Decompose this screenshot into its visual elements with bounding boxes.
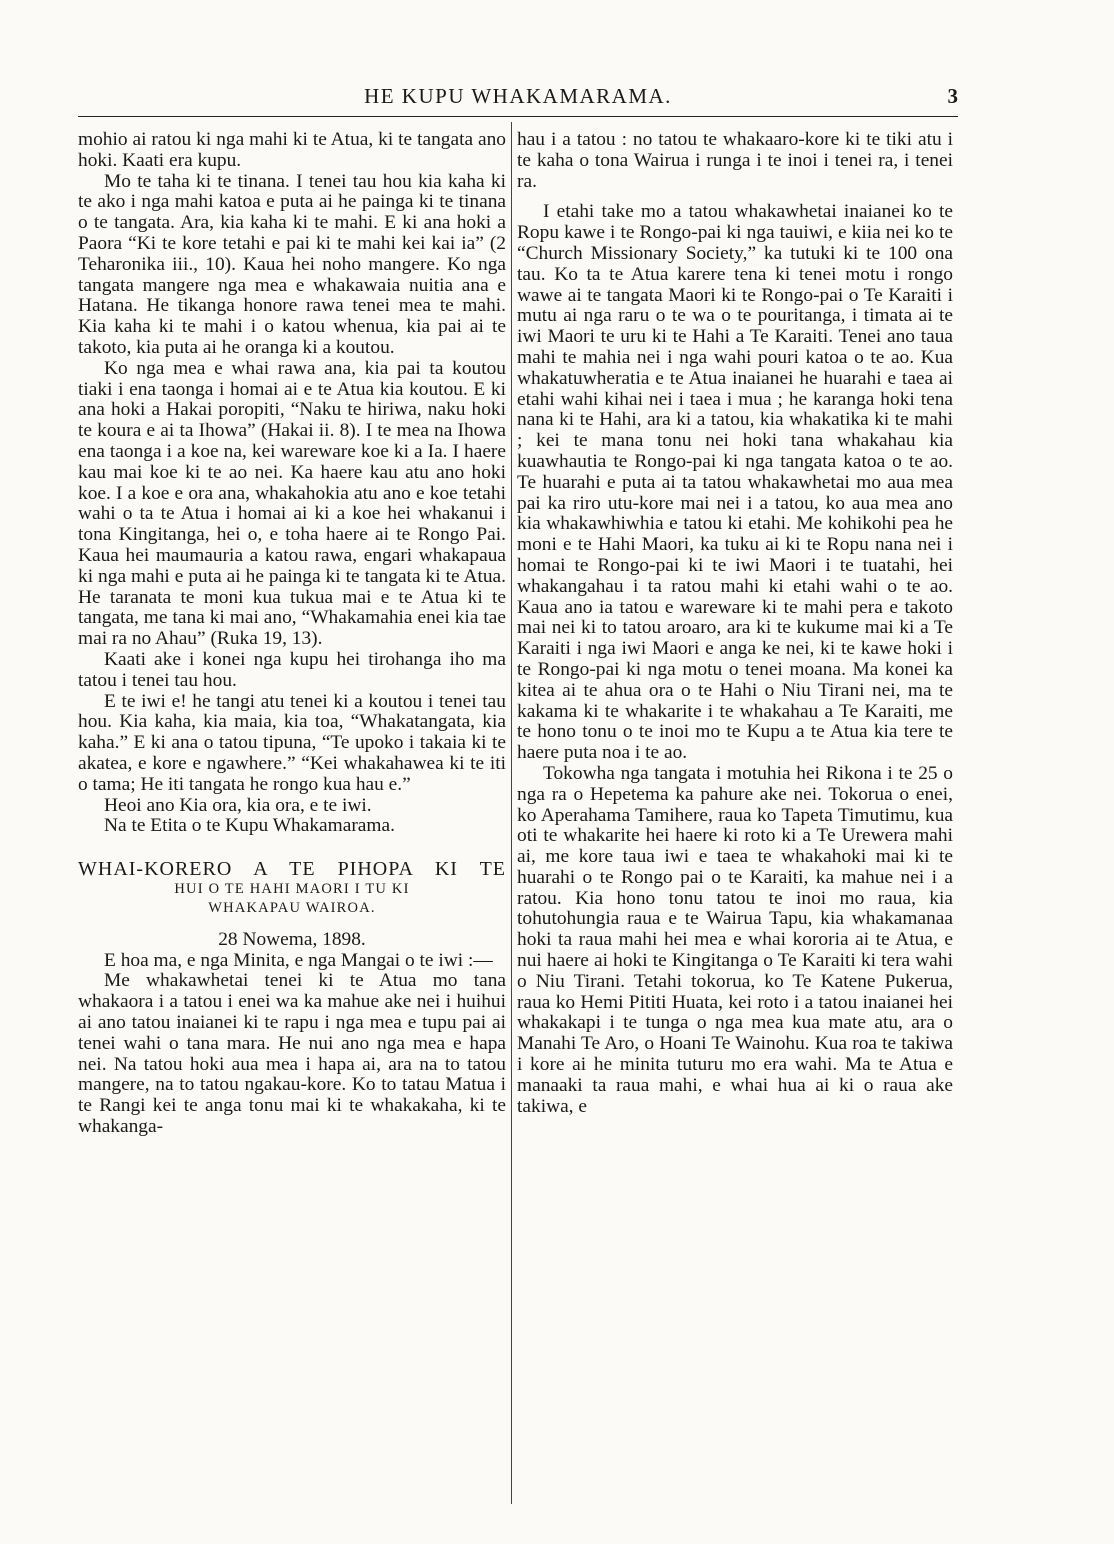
paragraph: Ko nga mea e whai rawa ana, kia pai ta koutou tiaki i ena taonga i homai ai e te Atua kia koutou. E ki ana hoki a Hakai poropiti, “Naku te hiriwa, naku hoki te koura e ai ta Ihowa” (Hakai ii. 8). I te mea na Ihowa ena taonga i a koe na, kei wareware koe ki a Ia. I haere kau mai koe ki te ao nei. Ka haere kau atu ano hoki koe. I a koe e ora ana, whakahokia atu ano e koe tetahi wahi o ta te Atua i homai ai ki a koe hei whakanui i tona Kingitanga, hei o, e toha haere ai te Rongo Pai. Kaua hei maumauria a katou rawa, engari whakapaua ki nga mahi e puta ai he painga ki te tangata ki te Atua. He taranata te moni kua tukua mai e te Atua ki te tangata, me tana ki mai ano, “Whakamahia enei kia tae mai ra no Ahau” (Ruka 19, 13). [78, 357, 506, 650]
editor-signature: Na te Etita o te Kupu Whakamarama. [104, 815, 395, 837]
right-column [517, 130, 953, 1117]
column-divider [511, 122, 512, 1504]
section-heading [78, 859, 506, 918]
left-column [78, 130, 506, 1138]
salutation: E hoa ma, e nga Minita, e nga Mangai o te iwi :— [104, 949, 493, 971]
section-subtitle: WHAKAPAU WAIROA. [208, 899, 376, 916]
running-title: HE KUPU WHAKAMARAMA. [364, 84, 672, 108]
paragraph: E te iwi e! he tangi atu tenei ki a koutou i tenei tau hou. Kia kaha, kia maia, kia toa, “Whakatangata, kia kaha.” E ki ana o tatou tipuna, “Te upoko i takaia ki te akatea, e kore e ngawhere.” “Kei whakahawea ki te iti o tama; He iti tangata he rongo kua hau e.” [78, 690, 506, 795]
page-number: 3 [947, 84, 958, 108]
section-subtitle: HUI O TE HAHI MAORI I TU KI [174, 880, 410, 897]
paragraph: Mo te taha ki te tinana. I tenei tau hou kia kaha ki te ako i nga mahi katoa e puta ai he painga ki te tinana o te tangata. Ara, kia kaha ki te mahi. E ki ana hoki a Paora “Ki te kore tetahi e pai ki te mahi kei kai ia” (2 Teharonika iii., 10). Kaua hei noho mangere. Ko nga tangata mangere nga mea e whakawaia nuitia ana e Hatana. He tikanga honore rawa tenei mea te mahi. Kia kaha ki te mahi i o katou whenua, kia pai ai te takoto, kia puta ai he oranga ki a koutou. [78, 170, 506, 358]
closing-line: Heoi ano Kia ora, kia ora, e te iwi. [104, 794, 372, 816]
paragraph: Tokowha nga tangata i motuhia hei Rikona i te 25 o nga ra o Hepetema ka pahure ake nei. Tokorua o enei, ko Aperahama Tamihere, raua ko Tapeta Timutimu, kua oti te whakarite hei haere ki roto ki a Te Urewera mahi ai, me kore taua iwi e taea te whakahoki mai ki te huarahi o te Rongo pai o te Karaiti, ka mahue nei i a ratou. Kia hono tonu tatou te inoi mo raua, kia tohutohungia raua e te Wairua Tapu, kia whakamanaa hoki ta raua mahi hei mea e whai kororia ai te Atua, e nui haere ai hoki te Kingitanga o Te Karaiti ki tera wahi o Niu Tirani. Tetahi tokorua, ko Te Katene Pukerua, raua ko Hemi Pititi Huata, kei roto i a tatou inaianei hei whakakapi i te tunga o nga mea kua mate atu, ara o Manahi Te Aro, o Hoani Te Wainohu. Kua roa te takiwa i kore ai he minita tuturu mo era wahi. Ma te Atua e manaaki ta raua mahi, e whai hua ai ki o raua ake takiwa, e [517, 762, 953, 1117]
paragraph: Kaati ake i konei nga kupu hei tirohanga iho ma tatou i tenei tau hou. [78, 648, 506, 691]
page-header [78, 84, 958, 114]
paragraph: I etahi take mo a tatou whakawhetai inaianei ko te Ropu kawe i te Rongo-pai ki nga tauiwi, e kiia nei ko te “Church Missionary Society,” ka tutuki ki te 100 ona tau. Ko ta te Atua karere tena ki tenei motu i rongo wawe ai te tangata Maori ki te Rongo-pai o Te Karaiti i mutu ai nga raru o te wa o te pouritanga, i timata ai te iwi Maori te uru ki te Hahi a Te Karaiti. Tenei ano taua mahi te mahia nei i nga wahi pouri katoa o te ao. Kua whakatuwheratia e te Atua inaianei he huarahi e taea ai etahi wahi kihai nei i taea i mua ; he karanga hoki tena nana ki te Hahi, ara ki a tatou, kia whakatika ki te mahi ; kei te mana tonu nei hoki tana whakahau kia kuawhautia te Rongo-pai ki nga tangata katoa o te ao. Te huarahi e puta ai ta tatou whakawhetai mo aua mea pai ka riro utu-kore mai nei i a tatou, ko aua mea ano kia whakawhiwhia e tatou ki etahi. Me kohikohi pea he moni e te Hahi Maori, ka tuku ai ki te Ropu nana nei i homai te Rongo-pai ki te iwi Maori i te tuatahi, hei whakangahau i ta ratou mahi ki etahi wahi o te ao. Kaua ano ia tatou e wareware ki te mahi pera e takoto mai nei ki to tatou aroaro, ara ki te kukume mai ki a Te Karaiti i nga iwi Maori e anga ke nei, ki te kawe hoki i te Rongo-pai ki nga motu o tenei moana. Ma konei ka kitea ai te ahua ora o te Hahi o Niu Tirani nei, ma te kakama ki te whakarite i te whakahau a Te Karaiti, me te hono tonu o te inoi mo te Kupu a te Atua kia tere te haere puta noa i te ao. [517, 201, 953, 764]
paragraph: Me whakawhetai tenei ki te Atua mo tana whakaora i a tatou i enei wa ka mahue ake nei i huihui ai ano tatou inaianei ki te rapu i nga mea e tupu pai ai tenei wahi o tana mara. He nui ano nga mea e hapa nei. Na tatou hoki aua mea i hapa ai, ara na to tatou mangere, na to tatou ngakau-kore. Ko to tatau Matua i te Rangi kei te anga tonu mai ki te whakakaha, ki te whakanga- [78, 970, 506, 1138]
section-title: WHAI-KORERO A TE PIHOPA KI TE [78, 858, 506, 881]
paragraph: mohio ai ratou ki nga mahi ki te Atua, ki te tangata ano hoki. Kaati era kupu. [78, 129, 506, 171]
header-rule [78, 116, 958, 117]
speech-date: 28 Nowema, 1898. [218, 928, 366, 950]
paragraph: hau i a tatou : no tatou te whakaaro-kore ki te tiki atu i te kaha o tona Wairua i runga i te inoi i tenei ra, i tenei ra. [517, 129, 953, 192]
